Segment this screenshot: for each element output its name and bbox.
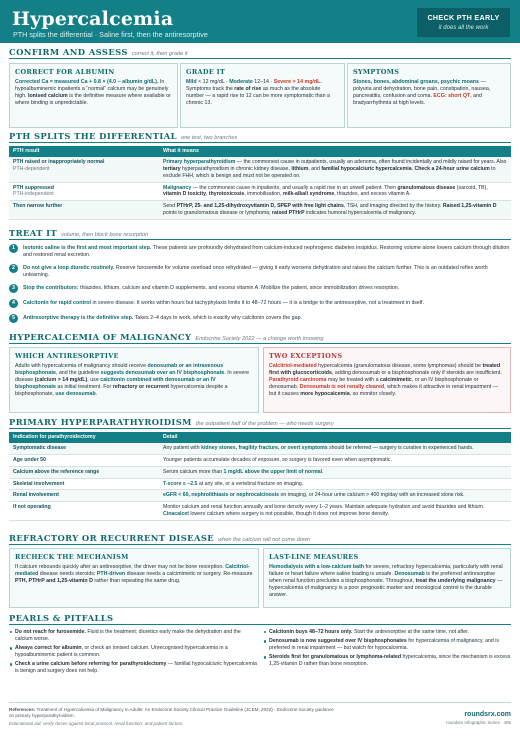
row-detail: Serum calcium more than 1 mg/dL above the upper limit of normal. — [159, 466, 511, 478]
row-key: Then narrow further — [9, 201, 159, 220]
check-pth-badge — [417, 8, 510, 37]
row-detail: Primary hyperparathyroidism — the commonest cause in outpatients, usually an adenoma, often found incidentally and mildly raised for years. Also tertiary hyperparathyroidism in chronic kidney disease, lithium, and familial hypocalciuric hypercalcemia. Check a 24-hour urine calcium to exclude FHH, which is benign and must not be operated on. — [159, 157, 511, 182]
step-text: Antiresorptive therapy is the definitive step. Takes 2–4 days to work, which is exactly why calcitonin covers the gap. — [23, 314, 302, 321]
card-text: Calcitriol-mediated hypercalcemia (granulomatous disease, some lymphomas) should be treated first with glucocorticoids, adding denosumab or a bisphosphonate only if steroids are insufficient. Parathyroid carcinoma may be treated with a calcimimetic, or an IV bisphosphonate or denosumab. Denosumab is not renally cleared, which makes it attractive in renal impairment — but it causes more hypocalcemia, so monitor closely. — [269, 362, 502, 397]
header-banner — [0, 0, 520, 43]
section-title: HYPERCALCEMIA OF MALIGNANCY — [9, 332, 192, 342]
symptoms-card — [347, 63, 511, 128]
row-detail: T-score ≤ −2.5 at any site, or a vertebral fracture on imaging. — [159, 478, 511, 490]
row-detail: Younger patients accumulate decades of exposure, so surgery is favored even when asymptomatic. — [159, 454, 511, 466]
list-item: Check a urine calcium before referring for parathyroidectomy — familial hypocalciuric hypercalcemia is benign and surgery does not help. — [9, 661, 257, 675]
section-title: TREAT IT — [9, 228, 58, 238]
section-malignancy-heading — [9, 332, 511, 344]
row-key: PTH raised or inappropriately normal PTH-dependent — [9, 157, 159, 182]
table-row — [9, 454, 511, 466]
step-number: 5 — [9, 314, 18, 323]
treatment-step — [9, 263, 511, 280]
step-number: 3 — [9, 284, 18, 293]
row-detail: Monitor calcium and renal function annually and bone density every 1–2 years. Maintain adequate hydration and avoid thiazides and lithium. Cinacalcet lowers calcium where surgery is not possible, though it does not improve bone density. — [159, 502, 511, 521]
card-title: SYMPTOMS — [353, 68, 400, 76]
table-row — [9, 466, 511, 478]
badge-title: CHECK PTH EARLY — [427, 13, 500, 22]
row-key: Calcium above the reference range — [9, 466, 159, 478]
list-item: Denosumab is now suggested over IV bisphosphonates for hypercalcemia of malignancy, and is preferred in renal impairment — but watch for hypocalcemia. — [263, 638, 511, 652]
table-row — [9, 502, 511, 521]
last-line-card — [263, 548, 511, 608]
treatment-step — [9, 313, 511, 325]
table-row — [9, 157, 511, 182]
card-text: Stones, bones, abdominal groans, psychic moans — polyuria and dehydration, bone pain, constipation, nausea, pancreatitis, confusion and coma. ECG: short QT, and bradyarrhythmia at high levels. — [353, 78, 491, 106]
two-exceptions-card — [263, 347, 511, 413]
card-text: Corrected Ca = measured Ca + 0.8 × (4.0 − albumin g/dL). In hypoalbuminemic inpatients a “normal” calcium may be genuinely high. Ionised calcium is the definitive measure where available or where binding is unpredictable. — [15, 78, 171, 106]
row-key: If not operating — [9, 502, 159, 521]
section-title: CONFIRM AND ASSESS — [9, 47, 128, 57]
section-subtitle: volume, then block bone resorption — [61, 232, 149, 238]
pitfalls-right-list — [263, 629, 511, 670]
section-hyperparathyroidism-heading — [9, 417, 511, 429]
treatment-step — [9, 243, 511, 260]
table-row — [9, 478, 511, 490]
parathyroidectomy-table — [9, 432, 511, 521]
section-title: PTH SPLITS THE DIFFERENTIAL — [9, 131, 177, 141]
step-text: Stop the contributors: thiazides, lithium, calcium and vitamin D supplements, and excess vitamin A. Mobilize the patient, since immobilization drives resorption. — [23, 284, 400, 291]
card-title: LAST-LINE MEASURES — [269, 553, 359, 561]
card-title: CORRECT FOR ALBUMIN — [15, 68, 115, 76]
footer — [9, 702, 511, 727]
column-header: Indication for parathyroidectomy — [9, 432, 159, 443]
row-key: Renal involvement — [9, 490, 159, 502]
step-number: 4 — [9, 299, 18, 308]
section-confirm-heading — [9, 47, 511, 59]
table-row — [9, 201, 511, 220]
recheck-mechanism-card — [9, 548, 259, 608]
disclaimer: Educational aid; verify doses against local protocol, renal function, and patient factors. — [9, 721, 184, 727]
step-number: 2 — [9, 264, 18, 273]
row-detail: eGFR < 60, nephrolithiasis or nephrocalcinosis on imaging, or 24-hour urine calcium > 400 mg/day with an increased stone risk. — [159, 490, 511, 502]
step-text: Calcitonin for rapid control in severe disease. It works within hours but tachyphylaxis limits it to 48–72 hours — it is a bridge to the antiresorptive, not a treatment in itself. — [23, 299, 424, 306]
row-detail: Send PTHrP, 25- and 1,25-dihydroxyvitamin D, SPEP with free light chains, TSH, and imaging directed by the history. Raised 1,25-vitamin D points to granulomatous disease or lymphoma; raised PTHrP indicates humoral hypercalcemia of malignancy. — [159, 201, 511, 220]
section-title: PEARLS & PITFALLS — [9, 613, 114, 623]
step-text: Isotonic saline is the first and most important step. These patients are profoundly dehydrated from calcium-induced nephrogenic diabetes insipidus. Restoring volume alone lowers calcium through dilution and restored renal excretion. — [23, 245, 510, 258]
step-number: 1 — [9, 244, 18, 253]
treatment-step — [9, 298, 511, 310]
table-row — [9, 443, 511, 454]
section-title: REFRACTORY OR RECURRENT DISEASE — [9, 533, 215, 543]
row-detail: Any patient with kidney stones, fragility fracture, or overt symptoms should be referred — surgery is curative in experienced hands. — [159, 443, 511, 454]
section-pitfalls-heading — [9, 613, 511, 625]
section-subtitle: Endocrine Society 2022 — a change worth knowing — [195, 336, 324, 342]
row-key: Skeletal involvement — [9, 478, 159, 490]
card-text: Adults with hypercalcemia of malignancy should receive denosumab or an intravenous bisphosphonate, and the guideline suggests denosumab over an IV bisphosphonate. In severe disease (calcium > 14 mg/dL), use calcitonin combined with denosumab or an IV bisphosphonate as initial treatment. For refractory or recurrent hypercalcemia despite a bisphosphonate, use denosumab. — [15, 362, 250, 397]
column-header: Detail — [159, 432, 511, 443]
section-subtitle: when the calcium will not come down — [218, 537, 311, 543]
table-header-row — [9, 432, 511, 443]
series-label: roundsrx Infographic Series · 485 — [446, 720, 511, 725]
treatment-step — [9, 283, 511, 295]
list-item: Always correct for albumin, or check an ionised calcium. Unrecognised hypercalcemia in a hypoalbuminemic patient is common. — [9, 645, 257, 659]
card-title: WHICH ANTIRESORPTIVE — [15, 352, 119, 360]
page-title: Hypercalcemia — [12, 8, 174, 30]
section-refractory-heading — [9, 533, 511, 545]
page-subtitle: PTH splits the differential · Saline first, then the antiresorptive — [13, 30, 208, 39]
treatment-steps — [9, 243, 511, 328]
references: References: Treatment of Hypercalcemia of Malignancy in Adults: An Endocrine Society Clinical Practice Guideline (JCEM, 2022) · Endocrine Society guidance on primary hyperparathyroidism. — [9, 707, 334, 719]
section-subtitle: correct it, then grade it — [131, 51, 188, 57]
card-text: If calcium rebounds quickly after an antiresorptive, the driver may not be bone resorption. Calcitriol-mediated disease needs steroids; PTH-driven disease needs a calcimimetic or surgery. Re-measure PTH, PTHrP and 1,25-vitamin D rather than repeating the same drug. — [15, 563, 253, 584]
table-row — [9, 182, 511, 201]
section-title: PRIMARY HYPERPARATHYROIDISM — [9, 417, 192, 427]
table-row — [9, 490, 511, 502]
row-detail: Malignancy — the commonest cause in inpatients, and usually a rapid rise in an unwell patient. Then granulomatous disease (sarcoid, TB), vitamin D toxicity, thyrotoxicosis, immobilisation, milk-alkali syndrome, thiazides, and excess vitamin A. — [159, 182, 511, 201]
card-title: RECHECK THE MECHANISM — [15, 553, 129, 561]
section-treat-heading — [9, 228, 511, 240]
table-header-row — [9, 146, 511, 157]
card-text: Hemodialysis with a low-calcium bath for severe, refractory hypercalcemia, particularly with renal failure or heart failure where saline loading is unsafe. Denosumab is the preferred antiresorptive when renal function precludes a bisphosphonate. Throughout, treat the underlying malignancy — hypercalcemia of malignancy is a poor prognostic marker and oncological control is the durable answer. — [269, 563, 503, 598]
list-item: Steroids first for granulomatous or lymphoma-related hypercalcemia, since the mechanism is excess 1,25-vitamin D rather than bone resorption. — [263, 654, 511, 668]
correct-albumin-card — [9, 63, 178, 128]
section-differential-heading — [9, 131, 511, 143]
row-key: Age under 50 — [9, 454, 159, 466]
site-link[interactable]: roundsrx.com — [464, 711, 511, 718]
badge-subtitle: it does all the work — [438, 24, 489, 31]
grade-card — [180, 63, 345, 128]
card-title: GRADE IT — [186, 68, 226, 76]
list-item: Do not reach for furosemide. Fluid is the treatment; diuretics early make the dehydration and the calcium worse. — [9, 629, 257, 643]
row-key: PTH suppressed PTH-independent — [9, 182, 159, 201]
card-title: TWO EXCEPTIONS — [269, 352, 343, 360]
row-key: Symptomatic disease — [9, 443, 159, 454]
pitfalls-left-list — [9, 629, 257, 677]
which-antiresorptive-card — [9, 347, 259, 413]
differential-table — [9, 146, 511, 220]
step-text: Do not give a loop diuretic routinely. Reserve furosemide for volume overload once rehydrated — giving it early worsens dehydration and raises the calcium further. This is an outdated reflex worth unlearning. — [23, 264, 488, 278]
section-subtitle: one test, two branches — [180, 135, 238, 141]
list-item: Calcitonin buys 48–72 hours only. Start the antiresorptive at the same time, not after. — [263, 629, 511, 636]
card-text: Mild < 12 mg/dL · Moderate 12–14 · Severe > 14 mg/dL. Symptoms track the rate of rise as much as the absolute number — a rapid rise to 12 can be more symptomatic than a chronic 13. — [186, 78, 330, 106]
column-header: PTH result — [9, 146, 159, 157]
section-subtitle: the outpatient half of the problem — who needs surgery — [195, 421, 334, 427]
column-header: What it means — [159, 146, 511, 157]
